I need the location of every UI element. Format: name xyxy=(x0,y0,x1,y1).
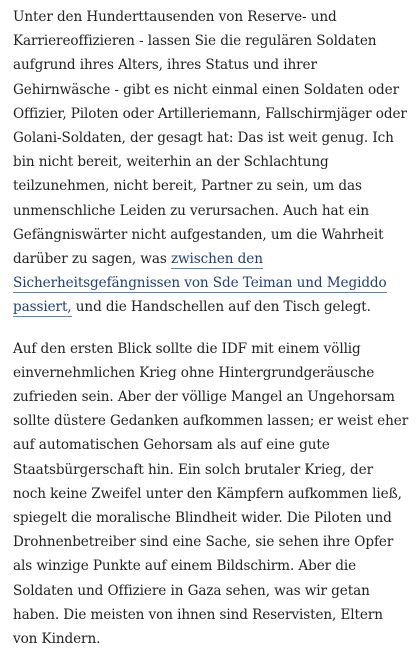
paragraph-1-text-after-link: und die Handschellen auf den Tisch gelegt. xyxy=(71,299,371,316)
sde-teiman-megiddo-link[interactable]: zwischen den Sicherheitsgefängnissen von Sde Teiman und Megiddo passiert, xyxy=(13,251,387,316)
article-paragraph-2: Auf den ersten Blick sollte die IDF mit einem völlig einvernehmlichen Krieg ohne Hintergrundgeräusche zufrieden sein. Aber der völlige Mangel an Ungehorsam sollte düstere Gedanken aufkommen lassen; er weist eher auf automatischen Gehorsam als auf eine gute Staatsbürgerschaft hin. Ein solch brutaler Krieg, der noch keine Zweifel unter den Kämpfern aufkommen ließ, spiegelt die moralische Blindheit wider. Die Piloten und Drohnenbetreiber sind eine Sache, sie sehen ihre Opfer als winzige Punkte auf einem Bildschirm. Aber die Soldaten und Offiziere in Gaza sehen, was wir getan haben. Die meisten von ihnen sind Reservisten, Eltern von Kindern. xyxy=(13,340,409,648)
paragraph-1-text-before-link: Unter den Hunderttausenden von Reserve- und Karriereoffizieren - lassen Sie die regulären Soldaten aufgrund ihres Alters, ihres Status und ihrer Gehirnwäsche - gibt es nicht einmal einen Soldaten oder Offizier, Piloten oder Artilleriemann, Fallschirmjäger oder Golani-Soldaten, der gesagt hat: Das ist weit genug. Ich bin nicht bereit, weiterhin an der Schlachtung teilzunehmen, nicht bereit, Partner zu sein, um das unmenschliche Leiden zu verursachen. Auch hat ein Gefängniswärter nicht aufgestanden, um die Wahrheit darüber zu sagen, was xyxy=(13,9,407,268)
article-paragraph-1 xyxy=(13,5,410,320)
